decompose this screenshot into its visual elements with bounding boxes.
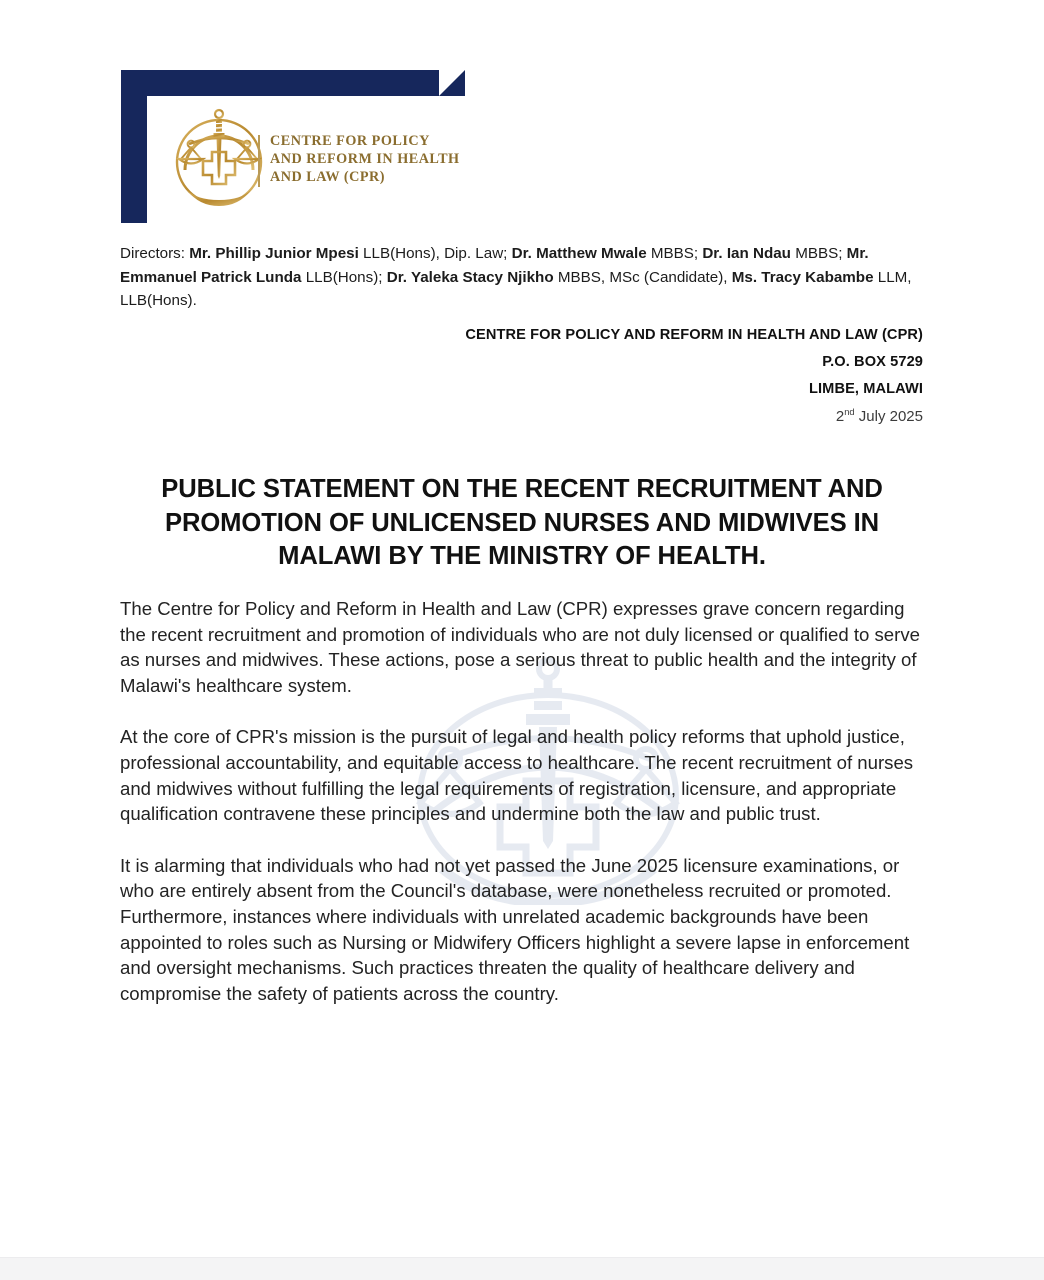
director-quals: MBBS, MSc (Candidate), [553, 268, 732, 286]
navy-top-bar-angled-tip [439, 70, 465, 96]
document-date [203, 403, 923, 430]
letterhead [0, 0, 1044, 236]
date-number: 2 [835, 408, 845, 425]
page-title-line3: MALAWI BY THE MINISTRY OF HEALTH. [278, 542, 766, 570]
body-paragraph: At the core of CPR's mission is the pursuit of legal and health policy reforms that uphold justice, professional accountability, and equitable access to healthcare. The recent recruitment of nurses and midwives without fulfilling the legal requirements of registration, licensure, and appropriate qualification contravene these principles and undermine both the law and public trust. [120, 726, 914, 825]
date-ordinal: nd [844, 407, 855, 417]
page-bottom-strip [0, 1257, 1044, 1280]
logo-wordmark-line3: AND LAW (CPR) [270, 169, 386, 186]
director-name: Dr. Yaleka Stacy Njikho [386, 268, 554, 286]
logo-wordmark-line2: AND REFORM IN HEALTH [270, 151, 460, 168]
address-po-box: P.O. BOX 5729 [822, 354, 923, 370]
director-name: Dr. Matthew Mwale [511, 245, 647, 262]
director-name: Ms. Tracy Kabambe [731, 268, 874, 286]
director-quals: LLB(Hons); [301, 268, 387, 286]
logo-wordmark-line1: CENTRE FOR POLICY [270, 133, 430, 149]
directors-line [120, 242, 925, 313]
date-rest: July 2025 [854, 408, 923, 425]
director-quals: LLB(Hons), Dip. Law; [358, 245, 512, 262]
address-city: LIMBE, MALAWI [809, 381, 923, 397]
address-block [203, 322, 923, 430]
logo-wordmark [270, 132, 530, 187]
statement-body [120, 596, 922, 1006]
page-title-line1: PUBLIC STATEMENT ON THE RECENT RECRUITMENT AND [161, 475, 883, 503]
director-quals: LLM, LLB(Hons). [120, 268, 912, 309]
body-paragraph: It is alarming that individuals who had not yet passed the June 2025 licensure examinations, or who are entirely absent from the Council's database, were nonetheless recruited or promoted. Furthermore, instances where individuals with unrelated academic backgrounds have been appointed to roles such as Nursing or Midwifery Officers highlight a severe lapse in enforcement and oversight mechanisms. Such practices threaten the quality of healthcare delivery and compromise the safety of patients across the country. [120, 854, 910, 1004]
navy-left-bar [121, 70, 147, 223]
logo-divider [258, 135, 260, 187]
page-title-line2: PROMOTION OF UNLICENSED NURSES AND MIDWIVES IN [165, 508, 879, 537]
address-organisation: CENTRE FOR POLICY AND REFORM IN HEALTH AND LAW (CPR) [465, 327, 923, 343]
director-quals: MBBS; [646, 245, 703, 262]
director-name: Mr. Phillip Junior Mpesi [189, 245, 359, 262]
director-name: Dr. Ian Ndau [702, 245, 791, 262]
director-name: Mr. Emmanuel Patrick Lunda [120, 245, 869, 286]
navy-top-bar [121, 70, 439, 96]
director-quals: MBBS; [790, 245, 847, 262]
directors-label: Directors: [120, 245, 190, 262]
body-paragraph: The Centre for Policy and Reform in Health and Law (CPR) expresses grave concern regarding the recent recruitment and promotion of individuals who are not duly licensed or qualified to serve as nurses and midwives. These actions, pose a serious threat to public health and the integrity of Malawi's healthcare system. [120, 598, 920, 696]
page-title [130, 473, 914, 574]
